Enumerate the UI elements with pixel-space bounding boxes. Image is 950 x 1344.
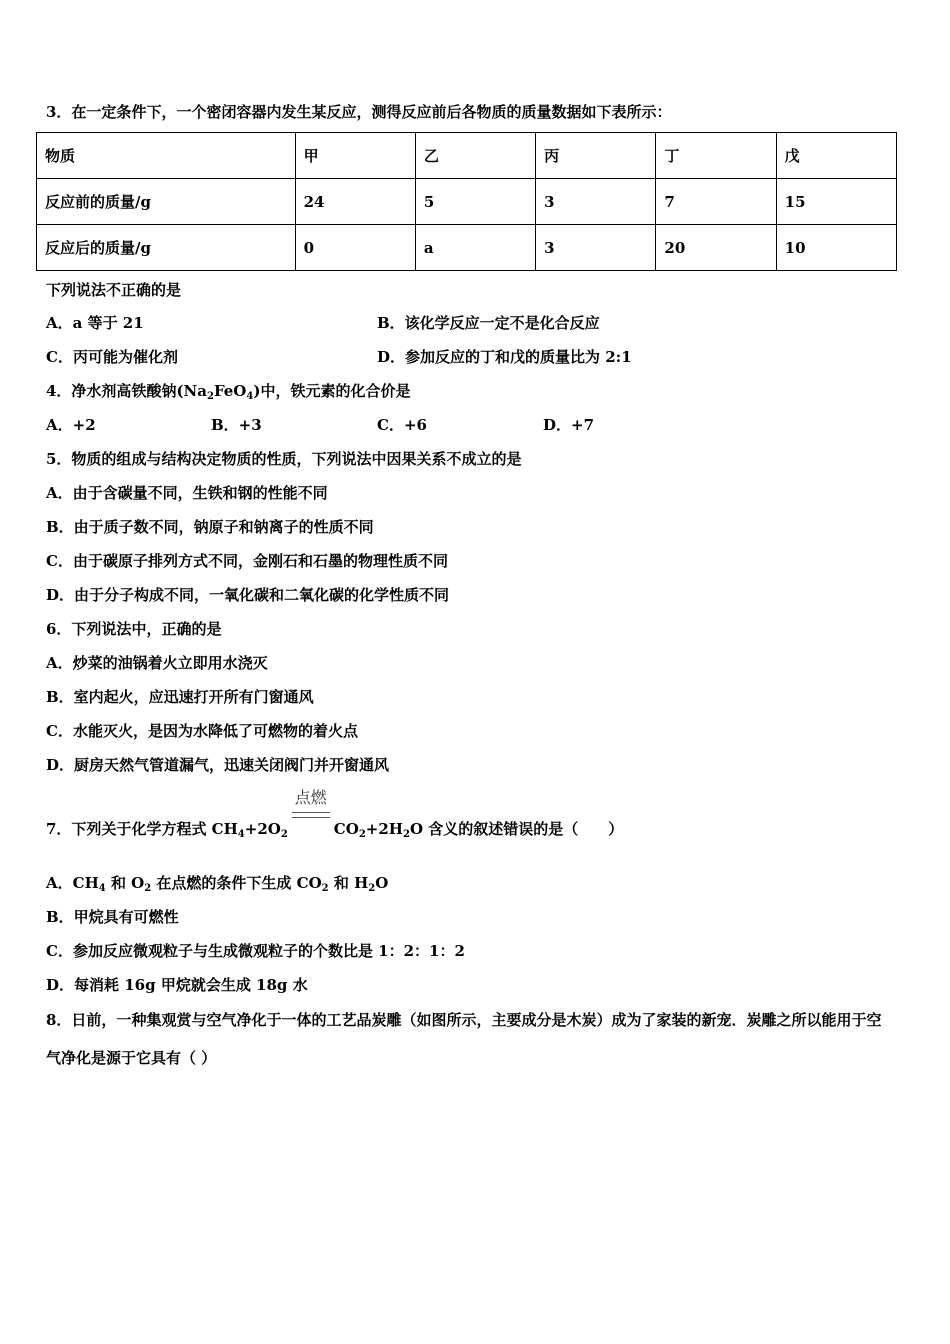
q6-option-b: B．室内起火，应迅速打开所有门窗通风: [46, 688, 314, 706]
table-header-row: [37, 133, 897, 179]
q3-option-c: C．丙可能为催化剂: [46, 348, 178, 366]
q6-option-d: D．厨房天然气管道漏气，迅速关闭阀门并开窗通风: [46, 756, 390, 774]
q7-option-b: B．甲烷具有可燃性: [46, 908, 179, 926]
q3-option-b: B．该化学反应一定不是化合反应: [377, 314, 600, 332]
q6-stem: 6．下列说法中，正确的是: [46, 620, 222, 638]
table-row: [37, 179, 897, 225]
q3-question: 下列说法不正确的是: [46, 281, 182, 299]
table-cell: 10: [776, 225, 896, 271]
table-cell: 3: [536, 179, 656, 225]
q4-option-a: A．+2: [46, 416, 96, 434]
q5-option-b: B．由于质子数不同，钠原子和钠离子的性质不同: [46, 518, 374, 536]
q4-option-d: D．+7: [543, 416, 595, 434]
table-header-cell: 戊: [776, 133, 896, 179]
table-cell: 20: [656, 225, 776, 271]
q3-option-a: A．a 等于 21: [46, 314, 144, 332]
table-row: [37, 225, 897, 271]
table-cell: a: [415, 225, 535, 271]
q4-option-b: B．+3: [211, 416, 262, 434]
mass-table: [36, 132, 897, 271]
table-cell: 反应前的质量/g: [37, 179, 296, 225]
table-cell: 24: [295, 179, 415, 225]
table-cell: 15: [776, 179, 896, 225]
table-header-cell: 乙: [415, 133, 535, 179]
table-header-cell: 甲: [295, 133, 415, 179]
q5-stem: 5．物质的组成与结构决定物质的性质，下列说法中因果关系不成立的是: [46, 450, 522, 468]
q7-option-c: C．参加反应微观粒子与生成微观粒子的个数比是 1：2：1：2: [46, 942, 465, 960]
table-header-cell: 物质: [37, 133, 296, 179]
q8-stem: 8．日前，一种集观赏与空气净化于一体的工艺品炭雕（如图所示，主要成分是木炭）成为了家装的新宠．炭雕之所以能用于空气净化是源于它具有（ ）: [46, 1011, 882, 1067]
reaction-condition: [292, 788, 330, 834]
q4-stem: 4．净水剂高铁酸钠$(Na_2FeO_4)$中，铁元素的化合价是: [46, 382, 411, 402]
q3-stem: 3．在一定条件下，一个密闭容器内发生某反应，测得反应前后各物质的质量数据如下表所示：: [46, 103, 672, 121]
table-cell: 3: [536, 225, 656, 271]
equals-sign: [292, 812, 330, 818]
table-cell: 反应后的质量/g: [37, 225, 296, 271]
q4-option-c: C．+6: [377, 416, 427, 434]
condition-label: 点燃: [294, 788, 327, 807]
q7-stem: 7．下列关于化学方程式 $CH_4+2O_2$ 点燃 $CO_2+2H_2O$ 含义的叙述错误的是（ ）: [46, 788, 624, 840]
table-header-cell: 丁: [656, 133, 776, 179]
q5-option-c: C．由于碳原子排列方式不同，金刚石和石墨的物理性质不同: [46, 552, 448, 570]
table-cell: 7: [656, 179, 776, 225]
q6-option-a: A．炒菜的油锅着火立即用水浇灭: [46, 654, 268, 672]
table-cell: 0: [295, 225, 415, 271]
q5-option-d: D．由于分子构成不同，一氧化碳和二氧化碳的化学性质不同: [46, 586, 450, 604]
q3-option-d: D．参加反应的丁和戊的质量比为 2:1: [377, 348, 632, 366]
q5-option-a: A．由于含碳量不同，生铁和钢的性能不同: [46, 484, 328, 502]
q6-option-c: C．水能灭火，是因为水降低了可燃物的着火点: [46, 722, 358, 740]
q7-option-d: D．每消耗 16g 甲烷就会生成 18g 水: [46, 976, 308, 994]
table-header-cell: 丙: [536, 133, 656, 179]
q7-option-a: A．$CH_4$ 和 $O_2$ 在点燃的条件下生成 $CO_2$ 和 $H_2O$: [46, 874, 389, 894]
table-cell: 5: [415, 179, 535, 225]
